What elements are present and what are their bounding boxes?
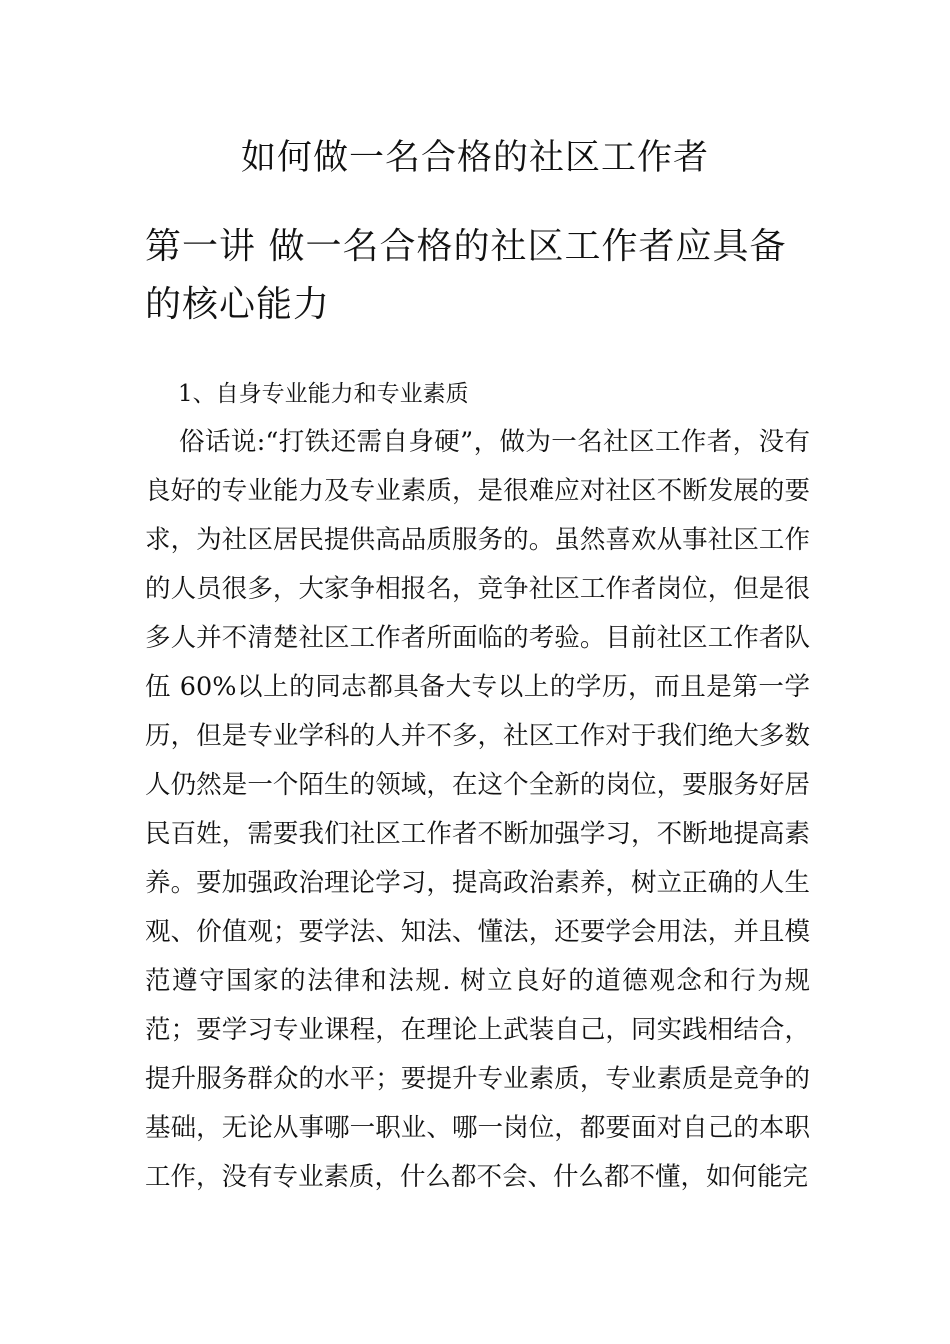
lecture-heading: 第一讲 做一名合格的社区工作者应具备的核心能力	[145, 226, 787, 325]
body-paragraph: 俗话说:“打铁还需自身硬”，做为一名社区工作者，没有良好的专业能力及专业素质，是很难应对社区不断发展的要求，为社区居民提供高品质服务的。虽然喜欢从事社区工作的人员很多，大家争相报名，竞争社区工作者岗位，但是很多人并不清楚社区工作者所面临的考验。目前社区工作者队伍 60%以上的同志都具备大专以上的学历，而且是第一学历，但是专业学科的人并不多，社区工作对于我们绝大多数人仍然是一个陌生的领域，在这个全新的岗位，要服务好居民百姓，需要我们社区工作者不断加强学习，不断地提高素养。要加强政治理论学习，提高政治素养，树立正确的人生观、价值观；要学法、知法、懂法，还要学会用法，并且模范遵守国家的法律和法规. 树立良好的道德观念和行为规范；要学习专业课程，在理论上武装自己，同实践相结合，提升服务群众的水平；要提升专业素质，专业素质是竞争的基础，无论从事哪一职业、哪一岗位，都要面对自己的本职工作，没有专业素质，什么都不会、什么都不懂，如何能完	[145, 427, 810, 1192]
document-title: 如何做一名合格的社区工作者	[240, 138, 709, 178]
section-heading: 1、自身专业能力和专业素质	[178, 381, 469, 407]
